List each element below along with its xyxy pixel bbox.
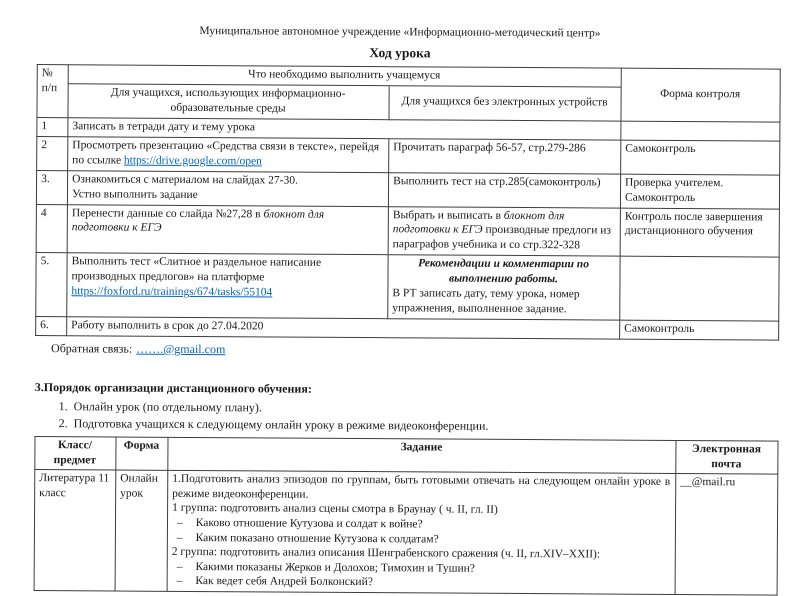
cell-offline-students <box>388 255 620 320</box>
list-item-text: Онлайн урок (по отдельному плану). <box>73 399 263 415</box>
section-heading: 3.Порядок организации дистанционного обучения: <box>34 380 312 396</box>
cell-digital-students <box>67 204 388 255</box>
text-run: В РТ записать дату, тему урока, номер упражнения, выполненное задание. <box>392 287 580 316</box>
text-run: Перенести данные со слайда №27,28 в <box>71 206 264 220</box>
column-header-form: Форма <box>116 437 168 471</box>
paragraph <box>72 187 383 204</box>
row-number: 5. <box>36 253 67 317</box>
dash-item-text <box>196 531 439 547</box>
document-content <box>34 64 781 596</box>
text-run: Записать в тетради дату и тему урока <box>72 120 255 134</box>
cell-control-form <box>621 121 780 141</box>
assignment-table <box>34 436 779 595</box>
cell-digital-students <box>67 317 620 339</box>
text-run: Выполнить тест на стр.285(самоконтроль) <box>393 174 601 189</box>
row-number: 3. <box>36 170 67 204</box>
paragraph <box>393 140 615 156</box>
text-run: 1 группа: подготовить анализ сцены смотра в Браунау ( ч. II, гл. II) <box>172 502 498 517</box>
text-run: 2 группа: подготовить анализ описания Шенграбенского сражения (ч. II, гл.XIV–XXII): <box>171 546 601 561</box>
cell-digital-students <box>67 253 388 319</box>
hyperlink[interactable]: https://foxford.ru/trainings/674/tasks/55104 <box>71 285 273 299</box>
text-run: 1.Подготовить анализ эпизодов по группам, быть готовыми отвечать на следующем онлайн уроке в режиме видеоконференции. <box>172 473 671 501</box>
paragraph <box>172 472 670 504</box>
dash-item-text <box>196 516 423 532</box>
cell-control-form: Контроль после завершения дистанционного обучения <box>620 208 779 258</box>
column-header-number: № п/п <box>37 65 68 118</box>
text-run: Ознакомиться с материалом на слайдах 27-30. <box>72 172 298 187</box>
cell-digital-students <box>68 136 389 172</box>
lesson-table-row <box>36 317 779 340</box>
paragraph <box>393 174 615 190</box>
list-item-number: 2. <box>58 415 68 430</box>
hyperlink[interactable]: https://drive.google.com/open <box>123 154 262 168</box>
paragraph <box>393 208 615 254</box>
feedback-label: Обратная связь: <box>51 341 133 356</box>
column-header-digital: Для учащихся, использующих информационно-образовательные среды <box>68 84 389 120</box>
list-item <box>59 415 779 436</box>
dash-item-text <box>195 574 373 590</box>
paragraph <box>72 119 615 137</box>
text-run: производные предлоги из параграфов учебника и со стр.322-328 <box>392 224 611 252</box>
dash-item <box>172 574 670 592</box>
column-header-offline: Для учащихся без электронных устройств <box>389 86 621 121</box>
feedback-line <box>51 341 779 360</box>
list-item-number: 1. <box>58 399 68 414</box>
paragraph <box>72 138 383 170</box>
text-run: Какими показаны Жерков и Долохов; Тимохин и Тушин? <box>195 560 475 575</box>
cell-task <box>167 471 676 595</box>
cell-control-form <box>620 256 779 321</box>
paragraph <box>72 206 383 238</box>
cell-class-subject: Литература 11 класс <box>34 470 116 591</box>
column-header-task: Задание <box>168 437 676 473</box>
text-run: блокнот для подготовки к ЕГЭ <box>392 209 565 237</box>
text-run: Каким показано отношение Кутузова к солдатам? <box>195 531 439 546</box>
row-number: 1 <box>37 117 68 136</box>
paragraph <box>392 286 614 317</box>
lesson-table-row <box>36 253 779 321</box>
text-run: Как ведет себя Андрей Болконский? <box>195 575 373 589</box>
list-item-text: Подготовка учащихся к следующему онлайн уроку в режиме видеоконференции. <box>73 415 489 433</box>
paragraph <box>71 255 382 302</box>
cell-offline-students <box>388 206 620 256</box>
dash-glyph: – <box>176 531 183 544</box>
cell-digital-students <box>67 170 388 206</box>
page-title: Ход урока <box>369 45 431 61</box>
text-run: Прочитать параграф 56-57, стр.279-286 <box>393 140 586 155</box>
row-number: 4 <box>36 204 67 253</box>
row-number: 2 <box>37 136 68 170</box>
dash-glyph: – <box>176 575 183 588</box>
cell-control-form: Самоконтроль <box>621 140 780 175</box>
text-run: Работу выполнить в срок до 27.04.2020 <box>71 319 264 333</box>
paragraph <box>71 318 614 336</box>
cell-offline-students <box>388 172 620 207</box>
lesson-table-row <box>37 136 780 174</box>
text-run: Выбрать и выписать в <box>392 208 504 222</box>
organization-name: Муниципальное автономное учреждение «Информационно-методический центр» <box>199 25 601 40</box>
cell-email: __@mail.ru <box>675 474 778 595</box>
cell-offline-students <box>389 138 621 173</box>
text-run: Каково отношение Кутузова и солдат к войне? <box>195 517 423 531</box>
text-run: Выполнить тест «Слитное и раздельное написание производных предлогов» на платформе <box>71 255 322 284</box>
text-run: блокнот для подготовки к ЕГЭ <box>71 207 325 235</box>
assignment-table-row <box>34 470 778 595</box>
column-header-class-subject: Класс/ предмет <box>35 437 116 471</box>
text-run: Просмотреть презентацию «Средства связи в тексте», перейдя по ссылке <box>72 139 380 167</box>
dash-glyph: – <box>176 516 183 530</box>
text-run: Устно выполнить задание <box>71 187 198 201</box>
feedback-email-link[interactable]: …….@gmail.com <box>136 341 226 357</box>
lesson-table-header <box>37 65 780 122</box>
dash-glyph: – <box>176 560 183 573</box>
distance-learning-list <box>35 398 779 436</box>
column-header-main: Что необходимо выполнить учащемуся <box>68 65 621 87</box>
cell-form: Онлайн урок <box>115 470 168 591</box>
lesson-table-row <box>36 170 779 208</box>
lesson-table-row <box>36 204 779 257</box>
assignment-table-header <box>35 437 778 475</box>
text-run: Рекомендации и комментарии по выполнению работы. <box>418 257 590 286</box>
row-number: 6. <box>36 317 67 336</box>
lesson-progress-table <box>35 64 781 341</box>
column-header-control: Форма контроля <box>621 68 780 122</box>
cell-control-form: Самоконтроль <box>620 320 779 340</box>
paragraph <box>72 172 383 189</box>
paragraph <box>392 257 614 288</box>
cell-control-form: Проверка учителем. Самоконтроль <box>620 174 779 209</box>
column-header-email: Электронная почта <box>676 441 778 475</box>
